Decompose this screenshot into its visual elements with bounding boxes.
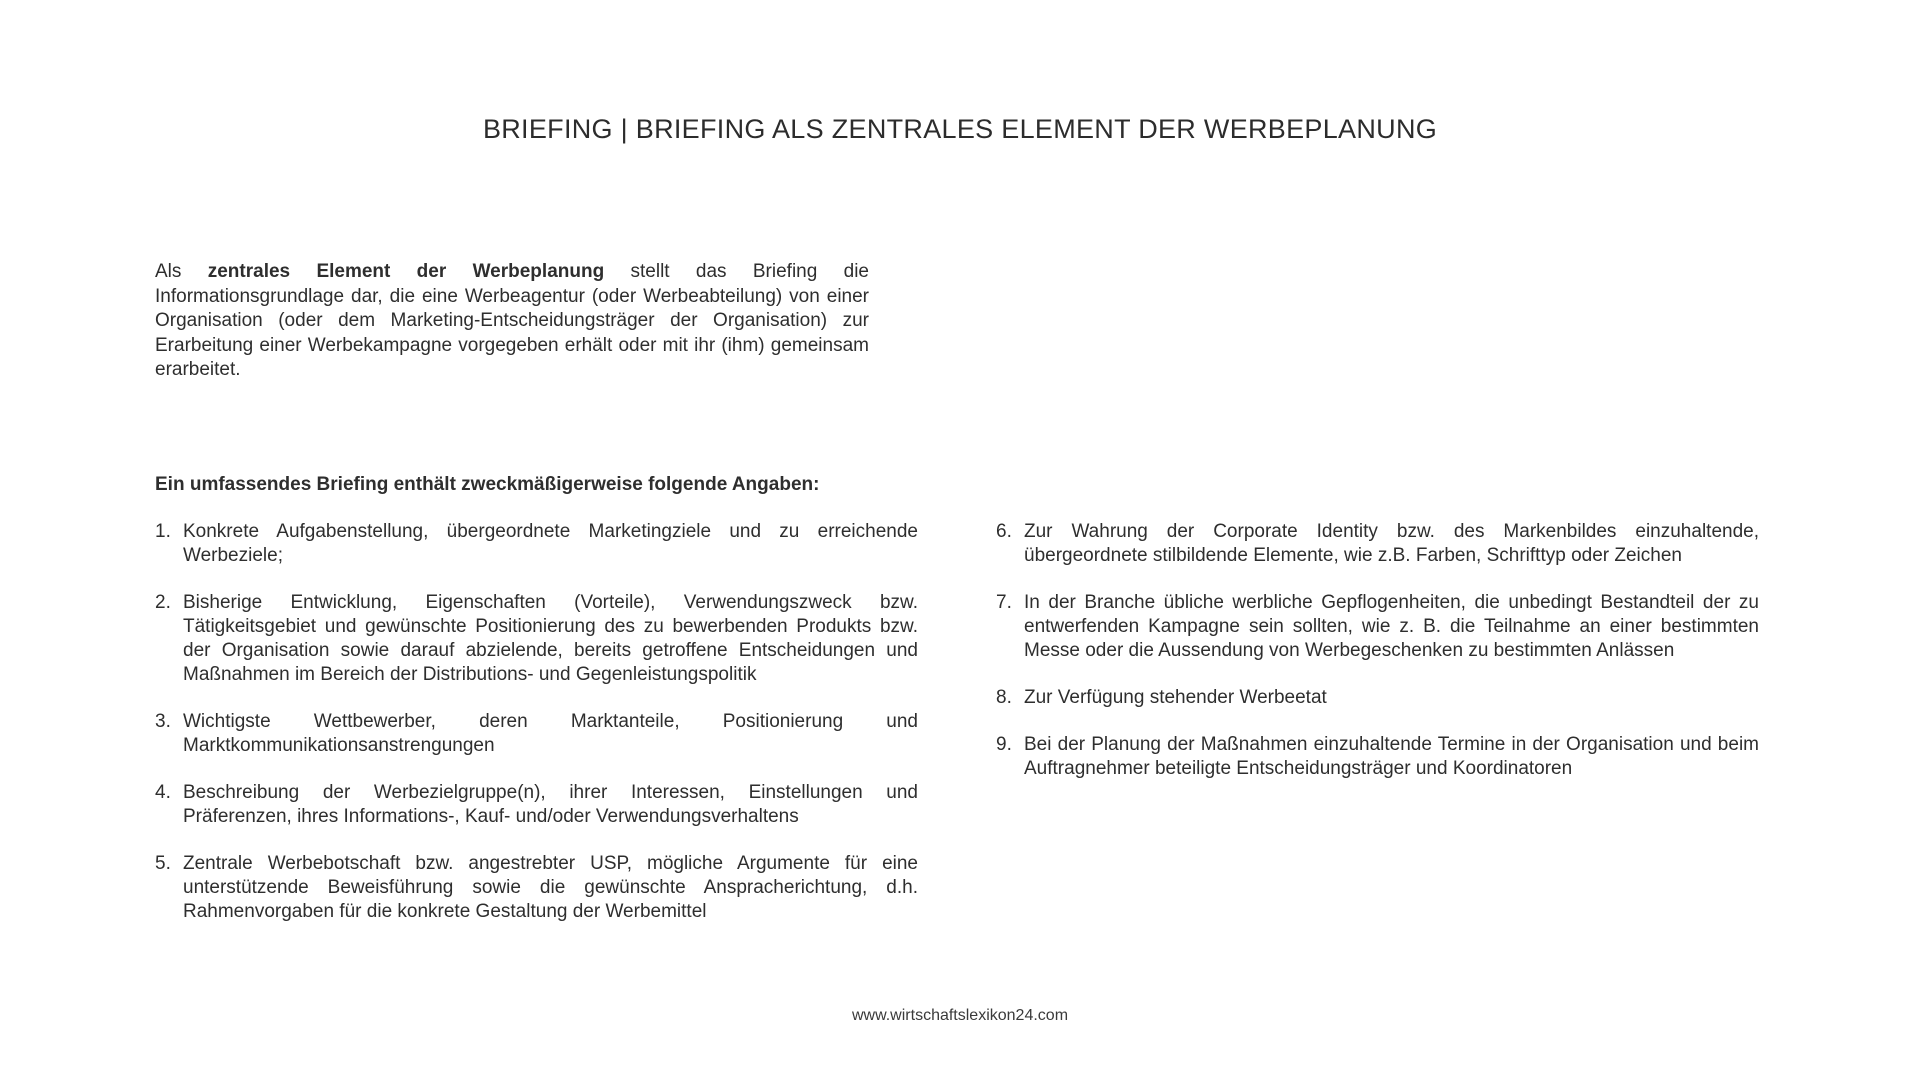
list-item-4 — [155, 781, 918, 829]
item-text: In der Branche übliche werbliche Gepflogenheiten, die unbedingt Bestandteil der zu entwerfenden Kampagne sein sollten, wie z. B. die Teilnahme an einer bestimmten Messe oder die Aussendung von Werbegeschenken zu bestimmten Anlässen — [1024, 592, 1759, 661]
item-number: 9. — [996, 734, 1012, 755]
item-number: 1. — [155, 521, 171, 542]
list-item-2 — [155, 591, 918, 687]
briefing-list-columns — [155, 520, 1759, 947]
item-text: Zentrale Werbebotschaft bzw. angestrebter USP, mögliche Argumente für eine unterstützende Beweisführung sowie die gewünschte Anspracherichtung, d.h. Rahmenvorgaben für die konkrete Gestaltung der Werbemittel — [183, 853, 918, 922]
list-item-7 — [996, 591, 1759, 663]
page-title: BRIEFING | BRIEFING ALS ZENTRALES ELEMENT DER WERBEPLANUNG — [482, 114, 1438, 144]
list-item-5 — [155, 852, 918, 924]
item-number: 5. — [155, 853, 171, 874]
item-text: Konkrete Aufgabenstellung, übergeordnete Marketingziele und zu erreichende Werbeziele; — [183, 521, 918, 566]
item-number: 2. — [155, 592, 171, 613]
item-text: Bei der Planung der Maßnahmen einzuhaltende Termine in der Organisation und beim Auftragnehmer beteiligte Entscheidungsträger und Koordinatoren — [1024, 734, 1759, 779]
list-item-9 — [996, 733, 1759, 781]
item-text: Wichtigste Wettbewerber, deren Marktanteile, Positionierung und Marktkommunikationsanstrengungen — [183, 711, 918, 756]
item-text: Bisherige Entwicklung, Eigenschaften (Vorteile), Verwendungszweck bzw. Tätigkeitsgebiet und gewünschte Positionierung des zu bewerbenden Produkts bzw. der Organisation sowie darauf abzielende, bereits getroffene Entscheidungen und Maßnahmen im Bereich der Distributions- und Gegenleistungspolitik — [183, 592, 918, 685]
item-number: 6. — [996, 521, 1012, 542]
intro-paragraph — [155, 260, 869, 383]
list-heading: Ein umfassendes Briefing enthält zweckmäßigerweise folgende Angaben: — [155, 474, 820, 495]
briefing-list-left-column — [155, 520, 918, 947]
intro-text-prefix: Als — [155, 261, 208, 282]
list-item-8 — [996, 686, 1759, 710]
intro-text-rest: stellt das Briefing die Informationsgrundlage dar, die eine Werbeagentur (oder Werbeabteilung) von einer Organisation (oder dem Marketing-Entscheidungsträger der Organisation) zur Erarbeitung einer Werbekampagne vorgegeben erhält oder mit ihr (ihm) gemeinsam erarbeitet. — [155, 261, 869, 380]
briefing-list-right-column — [996, 520, 1759, 947]
item-number: 7. — [996, 592, 1012, 613]
list-item-1 — [155, 520, 918, 568]
item-text: Zur Wahrung der Corporate Identity bzw. des Markenbildes einzuhaltende, übergeordnete stilbildende Elemente, wie z.B. Farben, Schrifttyp oder Zeichen — [1024, 521, 1759, 566]
item-text: Beschreibung der Werbezielgruppe(n), ihrer Interessen, Einstellungen und Präferenzen, ihres Informations-, Kauf- und/oder Verwendungsverhaltens — [183, 782, 918, 827]
item-number: 8. — [996, 687, 1012, 708]
list-item-6 — [996, 520, 1759, 568]
intro-text-bold: zentrales Element der Werbeplanung — [207, 261, 605, 282]
list-item-3 — [155, 710, 918, 758]
footer-url: www.wirtschaftslexikon24.com — [851, 1007, 1069, 1024]
item-text: Zur Verfügung stehender Werbeetat — [1024, 687, 1327, 708]
item-number: 3. — [155, 711, 171, 732]
item-number: 4. — [155, 782, 171, 803]
